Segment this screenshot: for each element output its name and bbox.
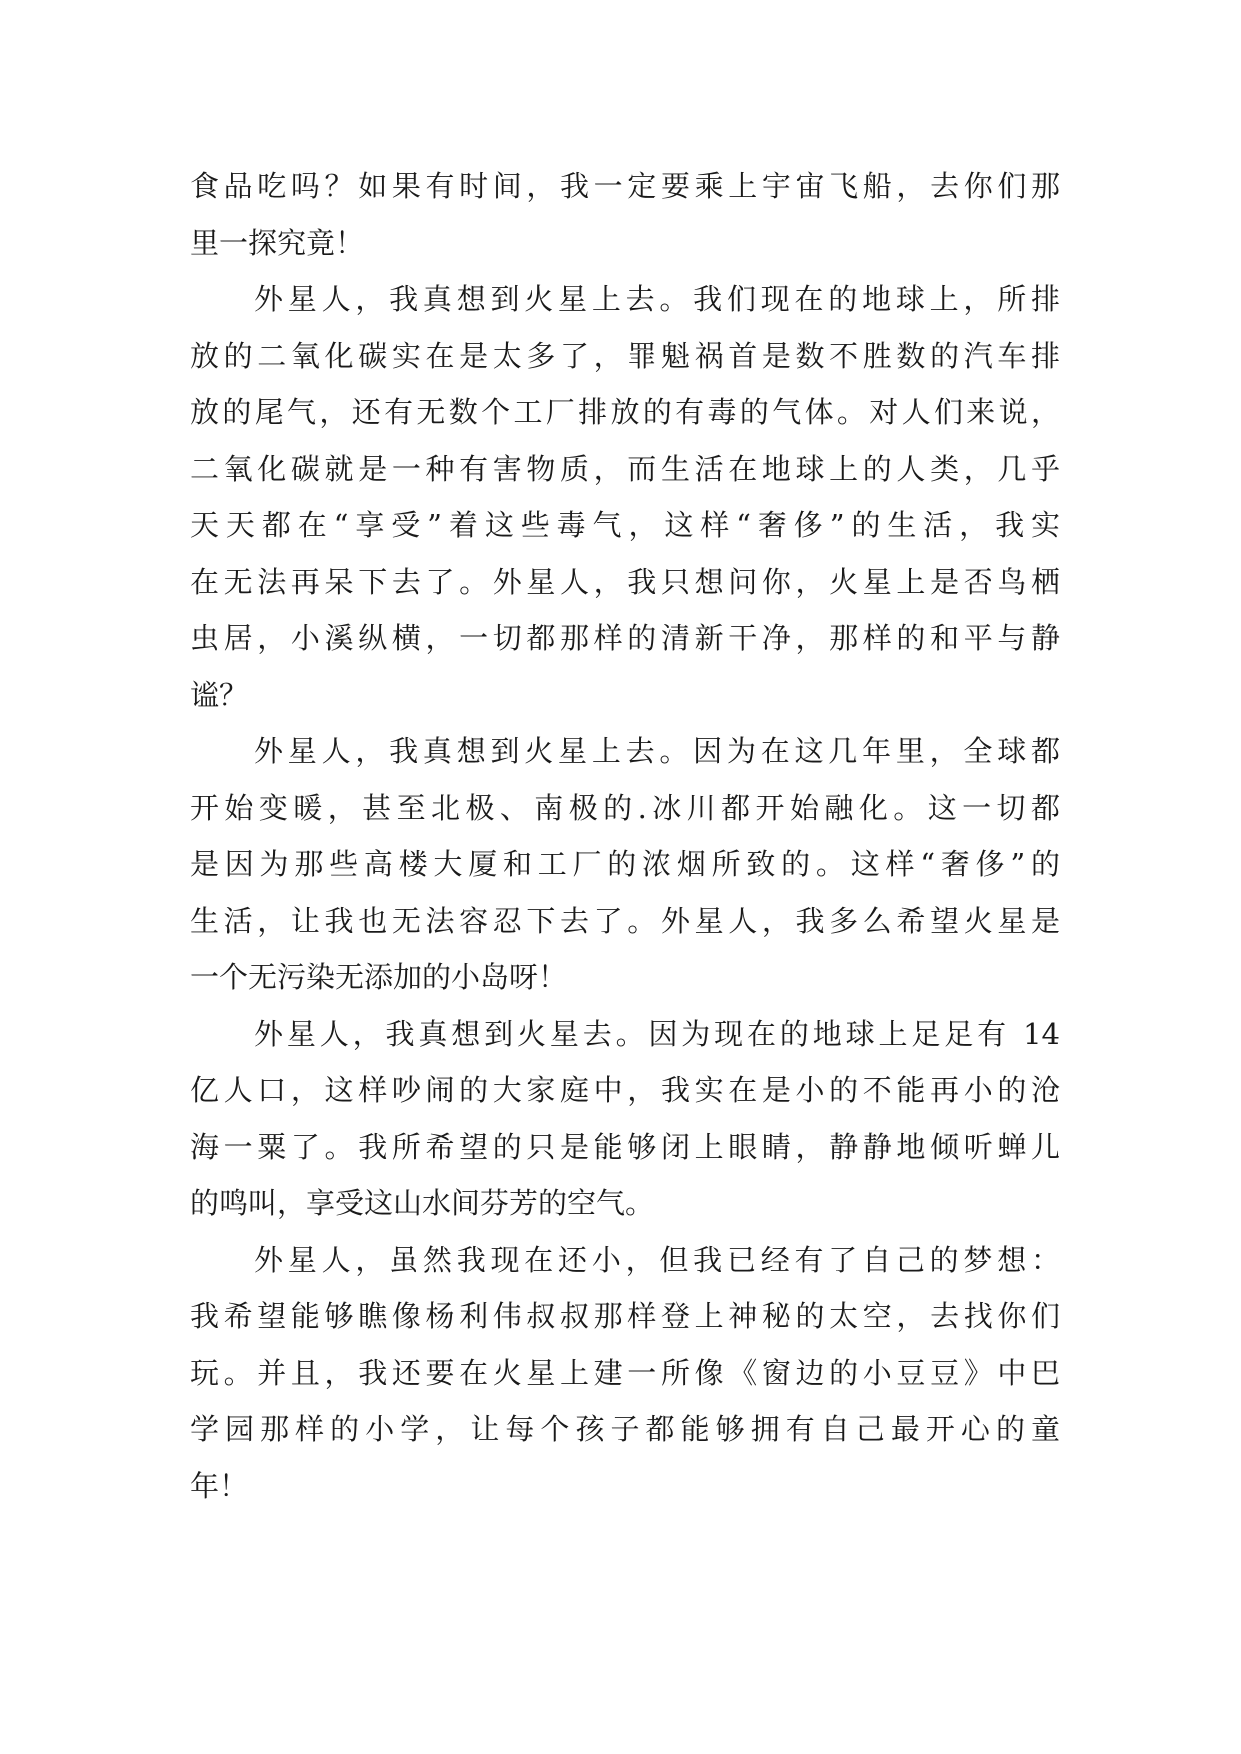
- paragraph-first-line: 外星人，虽然我现在还小，但我已经有了自己的梦想：: [254, 1242, 1060, 1277]
- text-line: 学园那样的小学，让每个孩子都能够拥有自己最开心的童: [190, 1412, 1060, 1446]
- text-line: 食品吃吗？如果有时间，我一定要乘上宇宙飞船，去你们那: [190, 169, 1060, 203]
- text-line: 放的尾气，还有无数个工厂排放的有毒的气体。对人们来说，: [190, 395, 1060, 429]
- text-line: 里一探究竟！: [190, 225, 365, 260]
- text-line: 生活，让我也无法容忍下去了。外星人，我多么希望火星是: [190, 903, 1060, 938]
- text-line: 我希望能够瞧像杨利伟叔叔那样登上神秘的太空，去找你们: [190, 1299, 1060, 1333]
- paragraph-first-line: 外星人，我真想到火星上去。我们现在的地球上，所排: [254, 282, 1060, 316]
- text-line: 在无法再呆下去了。外星人，我只想问你，火星上是否鸟栖: [190, 564, 1060, 599]
- text-line: 天天都在“享受”着这些毒气，这样“奢侈”的生活，我实: [190, 508, 1060, 542]
- paragraph-first-line: 外星人，我真想到火星去。因为现在的地球上足足有 14: [254, 1016, 1060, 1051]
- text-line: 二氧化碳就是一种有害物质，而生活在地球上的人类，几乎: [190, 451, 1060, 486]
- text-line: 一个无污染无添加的小岛呀！: [190, 960, 568, 994]
- text-line: 的鸣叫，享受这山水间芬芳的空气。: [190, 1186, 655, 1220]
- text-line: 虫居，小溪纵横，一切都那样的清新干净，那样的和平与静: [190, 621, 1060, 655]
- text-line: 开始变暖，甚至北极、南极的.冰川都开始融化。这一切都: [190, 790, 1060, 825]
- text-line: 年！: [190, 1468, 249, 1503]
- text-line: 放的二氧化碳实在是太多了，罪魁祸首是数不胜数的汽车排: [190, 338, 1060, 373]
- text-line: 海一粟了。我所希望的只是能够闭上眼睛，静静地倾听蝉儿: [190, 1129, 1060, 1164]
- text-line: 玩。并且，我还要在火星上建一所像《窗边的小豆豆》中巴: [190, 1355, 1060, 1390]
- text-line: 是因为那些高楼大厦和工厂的浓烟所致的。这样“奢侈”的: [190, 847, 1060, 881]
- paragraph-first-line: 外星人，我真想到火星上去。因为在这几年里，全球都: [254, 734, 1060, 768]
- text-line: 谧？: [190, 677, 249, 712]
- text-line: 亿人口，这样吵闹的大家庭中，我实在是小的不能再小的沧: [190, 1073, 1060, 1107]
- body-text: [190, 158, 1060, 1514]
